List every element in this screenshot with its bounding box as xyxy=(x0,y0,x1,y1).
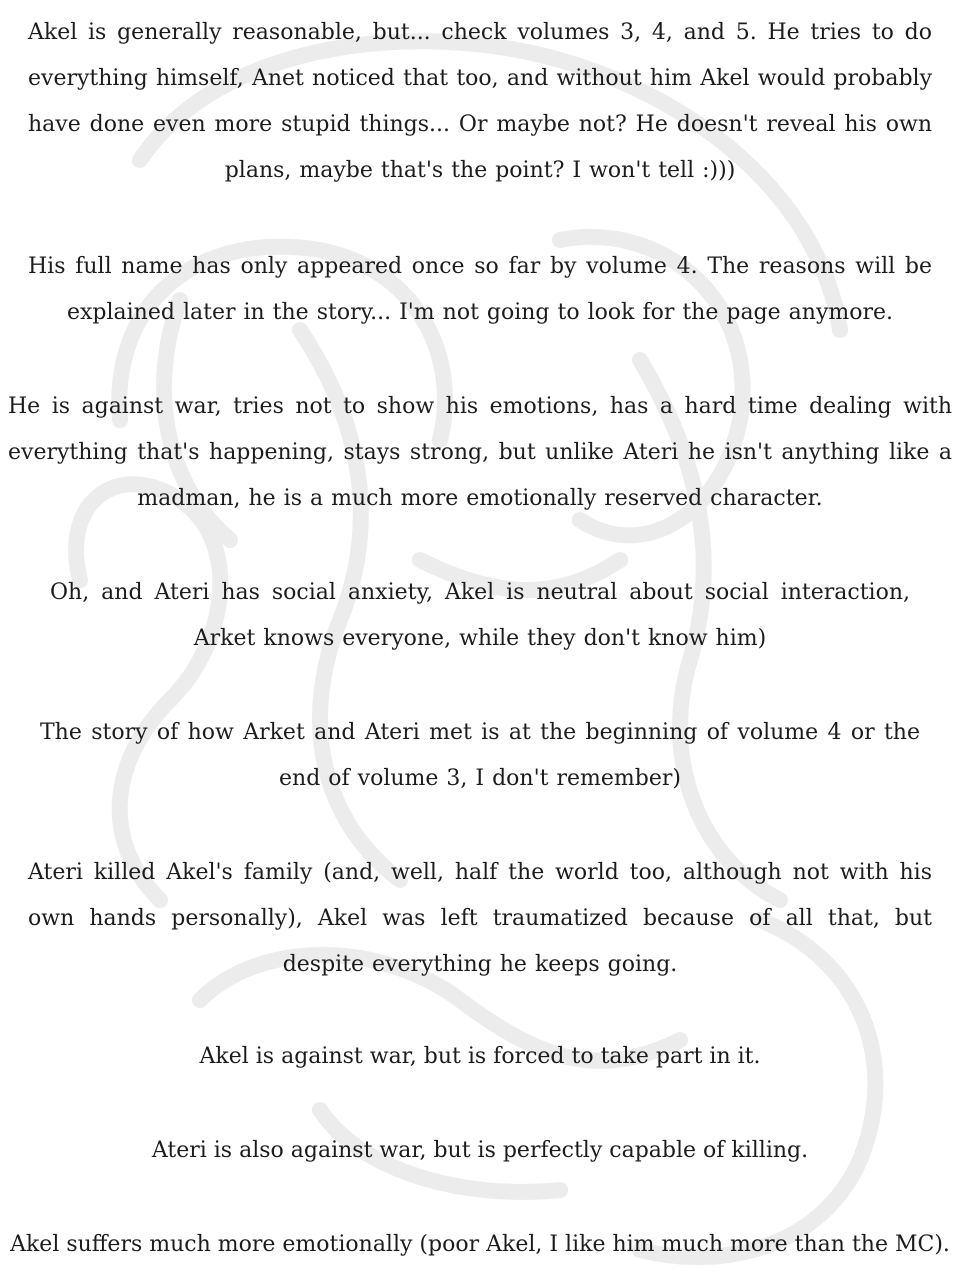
paragraph-against-war: He is against war, tries not to show his emotions, has a hard time dealing with everything that's happening, stays strong, but unlike Ateri he isn't anything like a madman, he is a much more emotionally reserved character. xyxy=(8,394,952,511)
paragraph-suffers-emotionally: Akel suffers much more emotionally (poor Akel, I like him much more than the MC). xyxy=(10,1232,950,1257)
paragraph-akel-reasonable: Akel is generally reasonable, but... check volumes 3, 4, and 5. He tries to do everything himself, Anet noticed that too, and without him Akel would probably have done even more stupid things... Or maybe not? He doesn't reveal his own plans, maybe that's the point? I won't tell :))) xyxy=(28,20,932,183)
paragraph-social-anxiety: Oh, and Ateri has social anxiety, Akel is neutral about social interaction, Arket knows everyone, while they don't know him) xyxy=(50,580,910,651)
paragraph-capable-of-killing: Ateri is also against war, but is perfectly capable of killing. xyxy=(151,1138,809,1163)
paragraph-forced-to-take-part: Akel is against war, but is forced to take part in it. xyxy=(199,1044,761,1069)
paragraph-ateri-killed-family: Ateri killed Akel's family (and, well, half the world too, although not with his own hands personally), Akel was left traumatized because of all that, but despite everything he keeps going. xyxy=(28,860,932,977)
paragraph-how-they-met: The story of how Arket and Ateri met is at the beginning of volume 4 or the end of volume 3, I don't remember) xyxy=(40,720,920,791)
paragraph-full-name: His full name has only appeared once so far by volume 4. The reasons will be explained later in the story... I'm not going to look for the page anymore. xyxy=(28,254,932,325)
